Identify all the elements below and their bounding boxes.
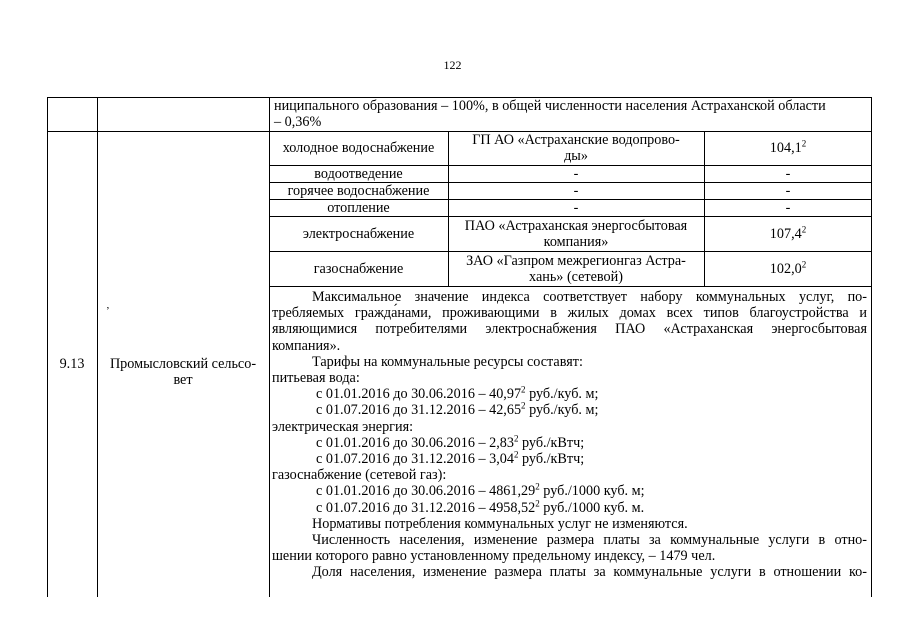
continued-text: [274, 98, 870, 130]
provider-line-1: ЗАО «Газпром межрегионгаз Астра-: [466, 253, 686, 269]
settlement-name: [97, 356, 269, 388]
footnote-mark: 2: [535, 481, 540, 492]
tariffs-title: Тарифы на коммунальные ресурсы составят:: [312, 353, 583, 370]
paragraph-line: Максимальное значение индекса соответствует набору коммунальных услуг, по-: [312, 289, 867, 305]
tariff-line: [272, 483, 867, 499]
tariff-unit: руб./кВтч;: [518, 451, 585, 468]
stray-mark: ʼ: [106, 305, 110, 317]
service-index: [704, 140, 872, 156]
settlement-line-2: вет: [173, 372, 193, 388]
description-text: [272, 289, 867, 581]
tariff-line: [272, 451, 867, 467]
tariff-line: [272, 402, 867, 418]
row-divider-4: [269, 216, 872, 217]
footnote-mark: 2: [521, 400, 526, 411]
service-name: водоотведение: [314, 166, 403, 182]
footnote-mark: 2: [521, 384, 526, 395]
service-name: электроснабжение: [302, 226, 415, 242]
paragraph-line: шении которого равно установленному предельному индексу, – 1479 чел.: [272, 548, 716, 565]
paragraph-line: Доля населения, изменение размера платы за коммунальные услуги в отношении ко-: [312, 564, 867, 581]
index-value: 102,0: [769, 261, 802, 277]
paragraph-line: являющимися потребителями электроснабжения ПАО «Астраханская энергосбытовая: [272, 321, 867, 338]
tariff-unit: руб./куб. м;: [525, 386, 599, 403]
footnote-mark: 2: [801, 138, 807, 149]
gas-label: газоснабжение (сетевой газ):: [272, 467, 447, 484]
service-index: -: [785, 183, 791, 199]
provider-line-1: ГП АО «Астраханские водопрово-: [472, 132, 680, 148]
page-number: 122: [443, 58, 462, 72]
footnote-mark: 2: [513, 449, 519, 460]
water-label: питьевая вода:: [272, 370, 360, 387]
service-provider: -: [573, 200, 579, 216]
footnote-mark: 2: [801, 224, 807, 235]
norms-line: Нормативы потребления коммунальных услуг не изменяются.: [312, 515, 688, 532]
service-provider: -: [573, 166, 579, 182]
service-name: газоснабжение: [313, 261, 404, 277]
paragraph-line: требляемых гражда́нами, проживающими в жилых домах всех типов благоустройства и: [272, 305, 867, 322]
service-provider: [448, 253, 704, 285]
tariff-unit: руб./1000 куб. м;: [539, 483, 645, 500]
row-divider-5: [269, 251, 872, 252]
service-provider: [448, 132, 704, 164]
row-number: 9.13: [59, 356, 85, 372]
tariff-value: с 01.01.2016 до 30.06.2016 – 4861,29: [316, 483, 536, 500]
tariff-value: с 01.07.2016 до 31.12.2016 – 42,65: [316, 402, 522, 419]
service-name: отопление: [327, 200, 390, 216]
index-value: 107,4: [769, 226, 802, 242]
footnote-mark: 2: [801, 259, 807, 270]
tariff-value: с 01.07.2016 до 31.12.2016 – 4958,52: [316, 499, 536, 516]
tariff-line: [272, 386, 867, 402]
service-index: -: [785, 200, 791, 216]
continued-line-2: – 0,36%: [274, 114, 322, 130]
service-index: [704, 261, 872, 277]
col-divider-num: [97, 97, 98, 597]
tariff-line: [272, 497, 867, 516]
index-value: 104,1: [769, 140, 802, 156]
provider-line-2: хань» (сетевой): [529, 269, 623, 285]
service-index: [704, 226, 872, 242]
tariff-value: с 01.07.2016 до 31.12.2016 – 3,04: [316, 451, 514, 468]
tariff-value: с 01.01.2016 до 30.06.2016 – 2,83: [316, 434, 514, 451]
footnote-mark: 2: [535, 497, 540, 508]
settlement-line-1: Промысловский сельсо-: [109, 356, 257, 372]
service-name: холодное водоснабжение: [282, 140, 435, 156]
service-name: горячее водоснабжение: [287, 183, 430, 199]
provider-line-2: компания»: [543, 234, 609, 250]
paragraph-line: компания».: [272, 337, 341, 354]
tariff-value: с 01.01.2016 до 30.06.2016 – 40,97: [316, 386, 522, 403]
footnote-mark: 2: [513, 433, 519, 444]
service-provider: [448, 218, 704, 250]
provider-line-1: ПАО «Астраханская энергосбытовая: [464, 218, 688, 234]
continued-line-1: ниципального образования – 100%, в общей численности населения Астраханской области: [274, 98, 826, 114]
service-index: -: [785, 166, 791, 182]
provider-line-2: ды»: [564, 148, 588, 164]
row-divider-6: [269, 286, 872, 287]
tariff-unit: руб./1000 куб. м.: [539, 499, 645, 516]
paragraph-line: Численность населения, изменение размера платы за коммунальные услуги в отно-: [312, 532, 867, 549]
tariff-unit: руб./кВтч;: [518, 434, 585, 451]
tariff-line: [272, 435, 867, 451]
tariff-unit: руб./куб. м;: [525, 402, 599, 419]
electricity-label: электрическая энергия:: [272, 418, 414, 435]
service-provider: -: [573, 183, 579, 199]
